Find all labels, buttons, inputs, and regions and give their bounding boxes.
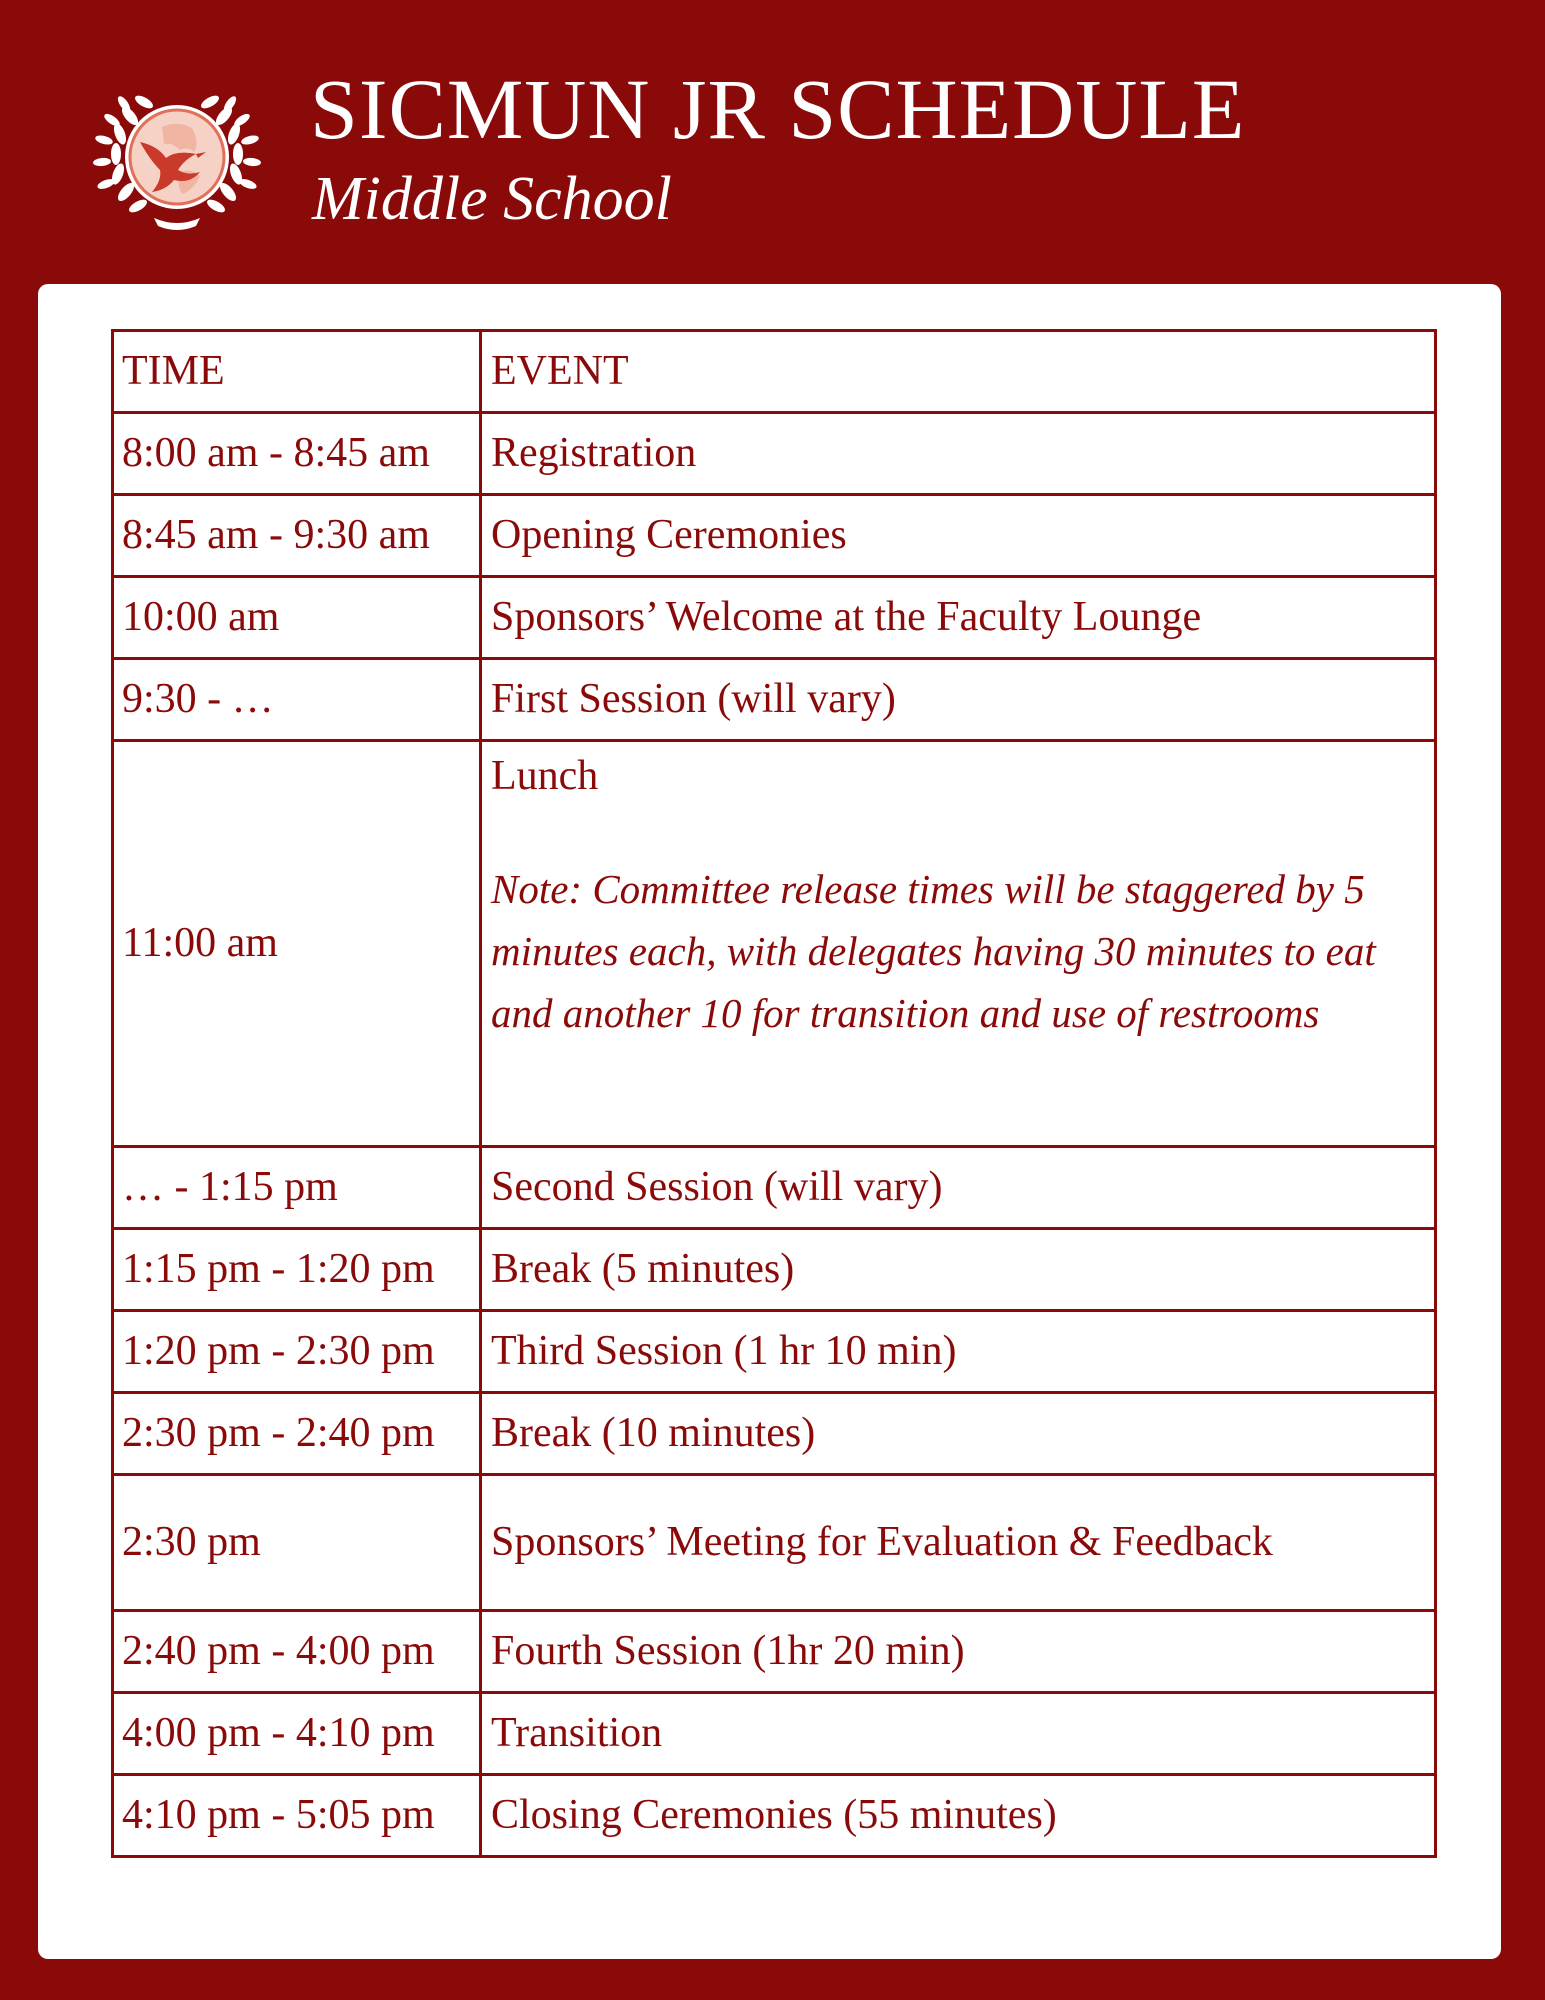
- event-cell: [481, 741, 1436, 1147]
- event-cell: Break (5 minutes): [481, 1229, 1436, 1311]
- laurel-dove-emblem-icon: [92, 72, 262, 242]
- table-header-row: [113, 331, 1436, 413]
- column-header-event: EVENT: [481, 331, 1436, 413]
- table-row: [113, 577, 1436, 659]
- table-row: [113, 413, 1436, 495]
- table-row: [113, 495, 1436, 577]
- table-row: [113, 1611, 1436, 1693]
- time-cell: 8:45 am - 9:30 am: [113, 495, 481, 577]
- time-cell: 8:00 am - 8:45 am: [113, 413, 481, 495]
- lunch-title: Lunch: [491, 753, 599, 799]
- time-cell: 1:20 pm - 2:30 pm: [113, 1311, 481, 1393]
- event-cell: Opening Ceremonies: [481, 495, 1436, 577]
- table-row: [113, 1775, 1436, 1857]
- table-row: [113, 1229, 1436, 1311]
- table-row: [113, 1475, 1436, 1611]
- event-cell: Fourth Session (1hr 20 min): [481, 1611, 1436, 1693]
- schedule-card: [38, 284, 1501, 1959]
- time-cell: 11:00 am: [113, 741, 481, 1147]
- table-row: [113, 1693, 1436, 1775]
- schedule-table: [111, 329, 1437, 1858]
- time-cell: 4:10 pm - 5:05 pm: [113, 1775, 481, 1857]
- event-cell: Break (10 minutes): [481, 1393, 1436, 1475]
- time-cell: 2:40 pm - 4:00 pm: [113, 1611, 481, 1693]
- event-cell: Closing Ceremonies (55 minutes): [481, 1775, 1436, 1857]
- table-row: [113, 659, 1436, 741]
- time-cell: 4:00 pm - 4:10 pm: [113, 1693, 481, 1775]
- event-cell: Third Session (1 hr 10 min): [481, 1311, 1436, 1393]
- page-title: SICMUN JR SCHEDULE: [310, 61, 1246, 157]
- event-cell: Registration: [481, 413, 1436, 495]
- lunch-note: Note: Committee release times will be staggered by 5 minutes each, with delegates having 30 minutes to eat and another 10 for transition and use of restrooms: [491, 866, 1376, 1037]
- time-cell: 2:30 pm: [113, 1475, 481, 1611]
- time-cell: 2:30 pm - 2:40 pm: [113, 1393, 481, 1475]
- event-cell: Sponsors’ Meeting for Evaluation & Feedback: [481, 1475, 1436, 1611]
- table-row: [113, 1311, 1436, 1393]
- time-cell: 10:00 am: [113, 577, 481, 659]
- column-header-time: TIME: [113, 331, 481, 413]
- event-cell: Sponsors’ Welcome at the Faculty Lounge: [481, 577, 1436, 659]
- event-cell: Second Session (will vary): [481, 1147, 1436, 1229]
- table-row: [113, 1147, 1436, 1229]
- page-header: [0, 0, 1545, 280]
- event-cell: First Session (will vary): [481, 659, 1436, 741]
- event-cell: Transition: [481, 1693, 1436, 1775]
- page-subtitle: Middle School: [312, 165, 672, 233]
- table-row: [113, 1393, 1436, 1475]
- table-row-lunch: [113, 741, 1436, 1147]
- time-cell: 1:15 pm - 1:20 pm: [113, 1229, 481, 1311]
- time-cell: 9:30 - …: [113, 659, 481, 741]
- time-cell: … - 1:15 pm: [113, 1147, 481, 1229]
